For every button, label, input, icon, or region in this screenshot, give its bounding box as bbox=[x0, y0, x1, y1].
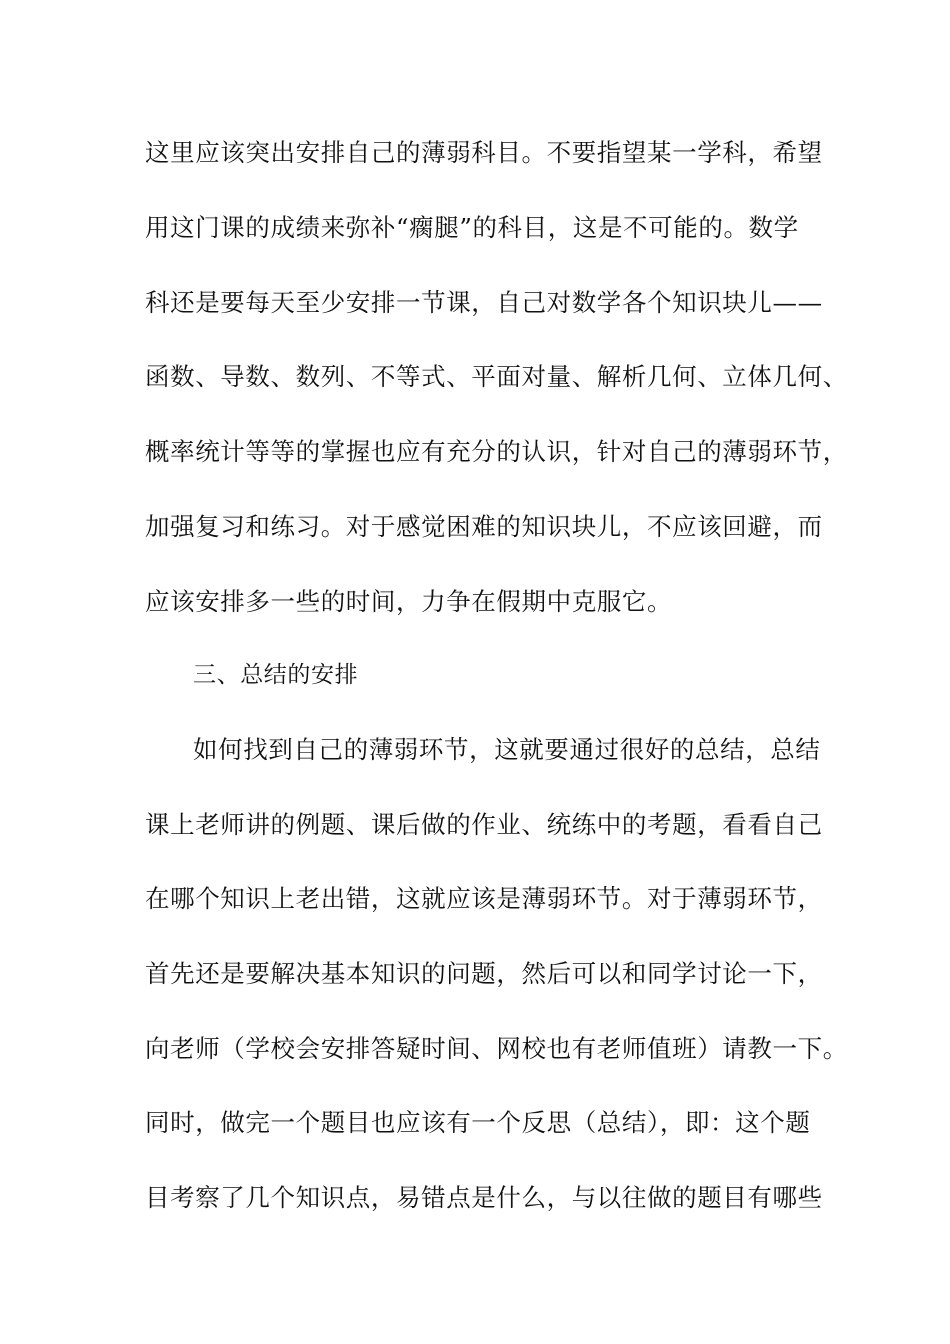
paragraph-2-line-6: 同时，做完一个题目也应该有一个反思（总结），即：这个题 bbox=[145, 1108, 811, 1137]
paragraph-2-line-3: 在哪个知识上老出错，这就应该是薄弱环节。对于薄弱环节， bbox=[145, 884, 823, 913]
section-heading: 三、总结的安排 bbox=[193, 662, 359, 688]
paragraph-2-line-5: 向老师（学校会安排答疑时间、网校也有老师值班）请教一下。 bbox=[145, 1034, 848, 1063]
paragraph-1-line-3: 科还是要每天至少安排一节课，自己对数学各个知识块儿—— bbox=[145, 288, 823, 317]
paragraph-2-line-4: 首先还是要解决基本知识的问题，然后可以和同学讨论一下， bbox=[145, 959, 823, 988]
paragraph-2-line-7: 目考察了几个知识点，易错点是什么，与以往做的题目有哪些 bbox=[145, 1183, 823, 1212]
paragraph-2-line-2: 课上老师讲的例题、课后做的作业、统练中的考题，看看自己 bbox=[145, 810, 823, 839]
paragraph-1-line-5: 概率统计等等的掌握也应有充分的认识，针对自己的薄弱环节， bbox=[145, 437, 848, 466]
paragraph-2-line-1: 如何找到自己的薄弱环节，这就要通过很好的总结，总结 bbox=[193, 735, 821, 764]
paragraph-1-line-1: 这里应该突出安排自己的薄弱科目。不要指望某一学科，希望 bbox=[145, 138, 823, 167]
paragraph-1-line-4: 函数、导数、数列、不等式、平面对量、解析几何、立体几何、 bbox=[145, 362, 848, 391]
paragraph-1-line-2: 用这门课的成绩来弥补“瘸腿”的科目，这是不可能的。数学 bbox=[145, 213, 799, 242]
paragraph-1-line-7: 应该安排多一些的时间，力争在假期中克服它。 bbox=[145, 587, 673, 616]
paragraph-1-line-6: 加强复习和练习。对于感觉困难的知识块儿，不应该回避，而 bbox=[145, 512, 823, 541]
